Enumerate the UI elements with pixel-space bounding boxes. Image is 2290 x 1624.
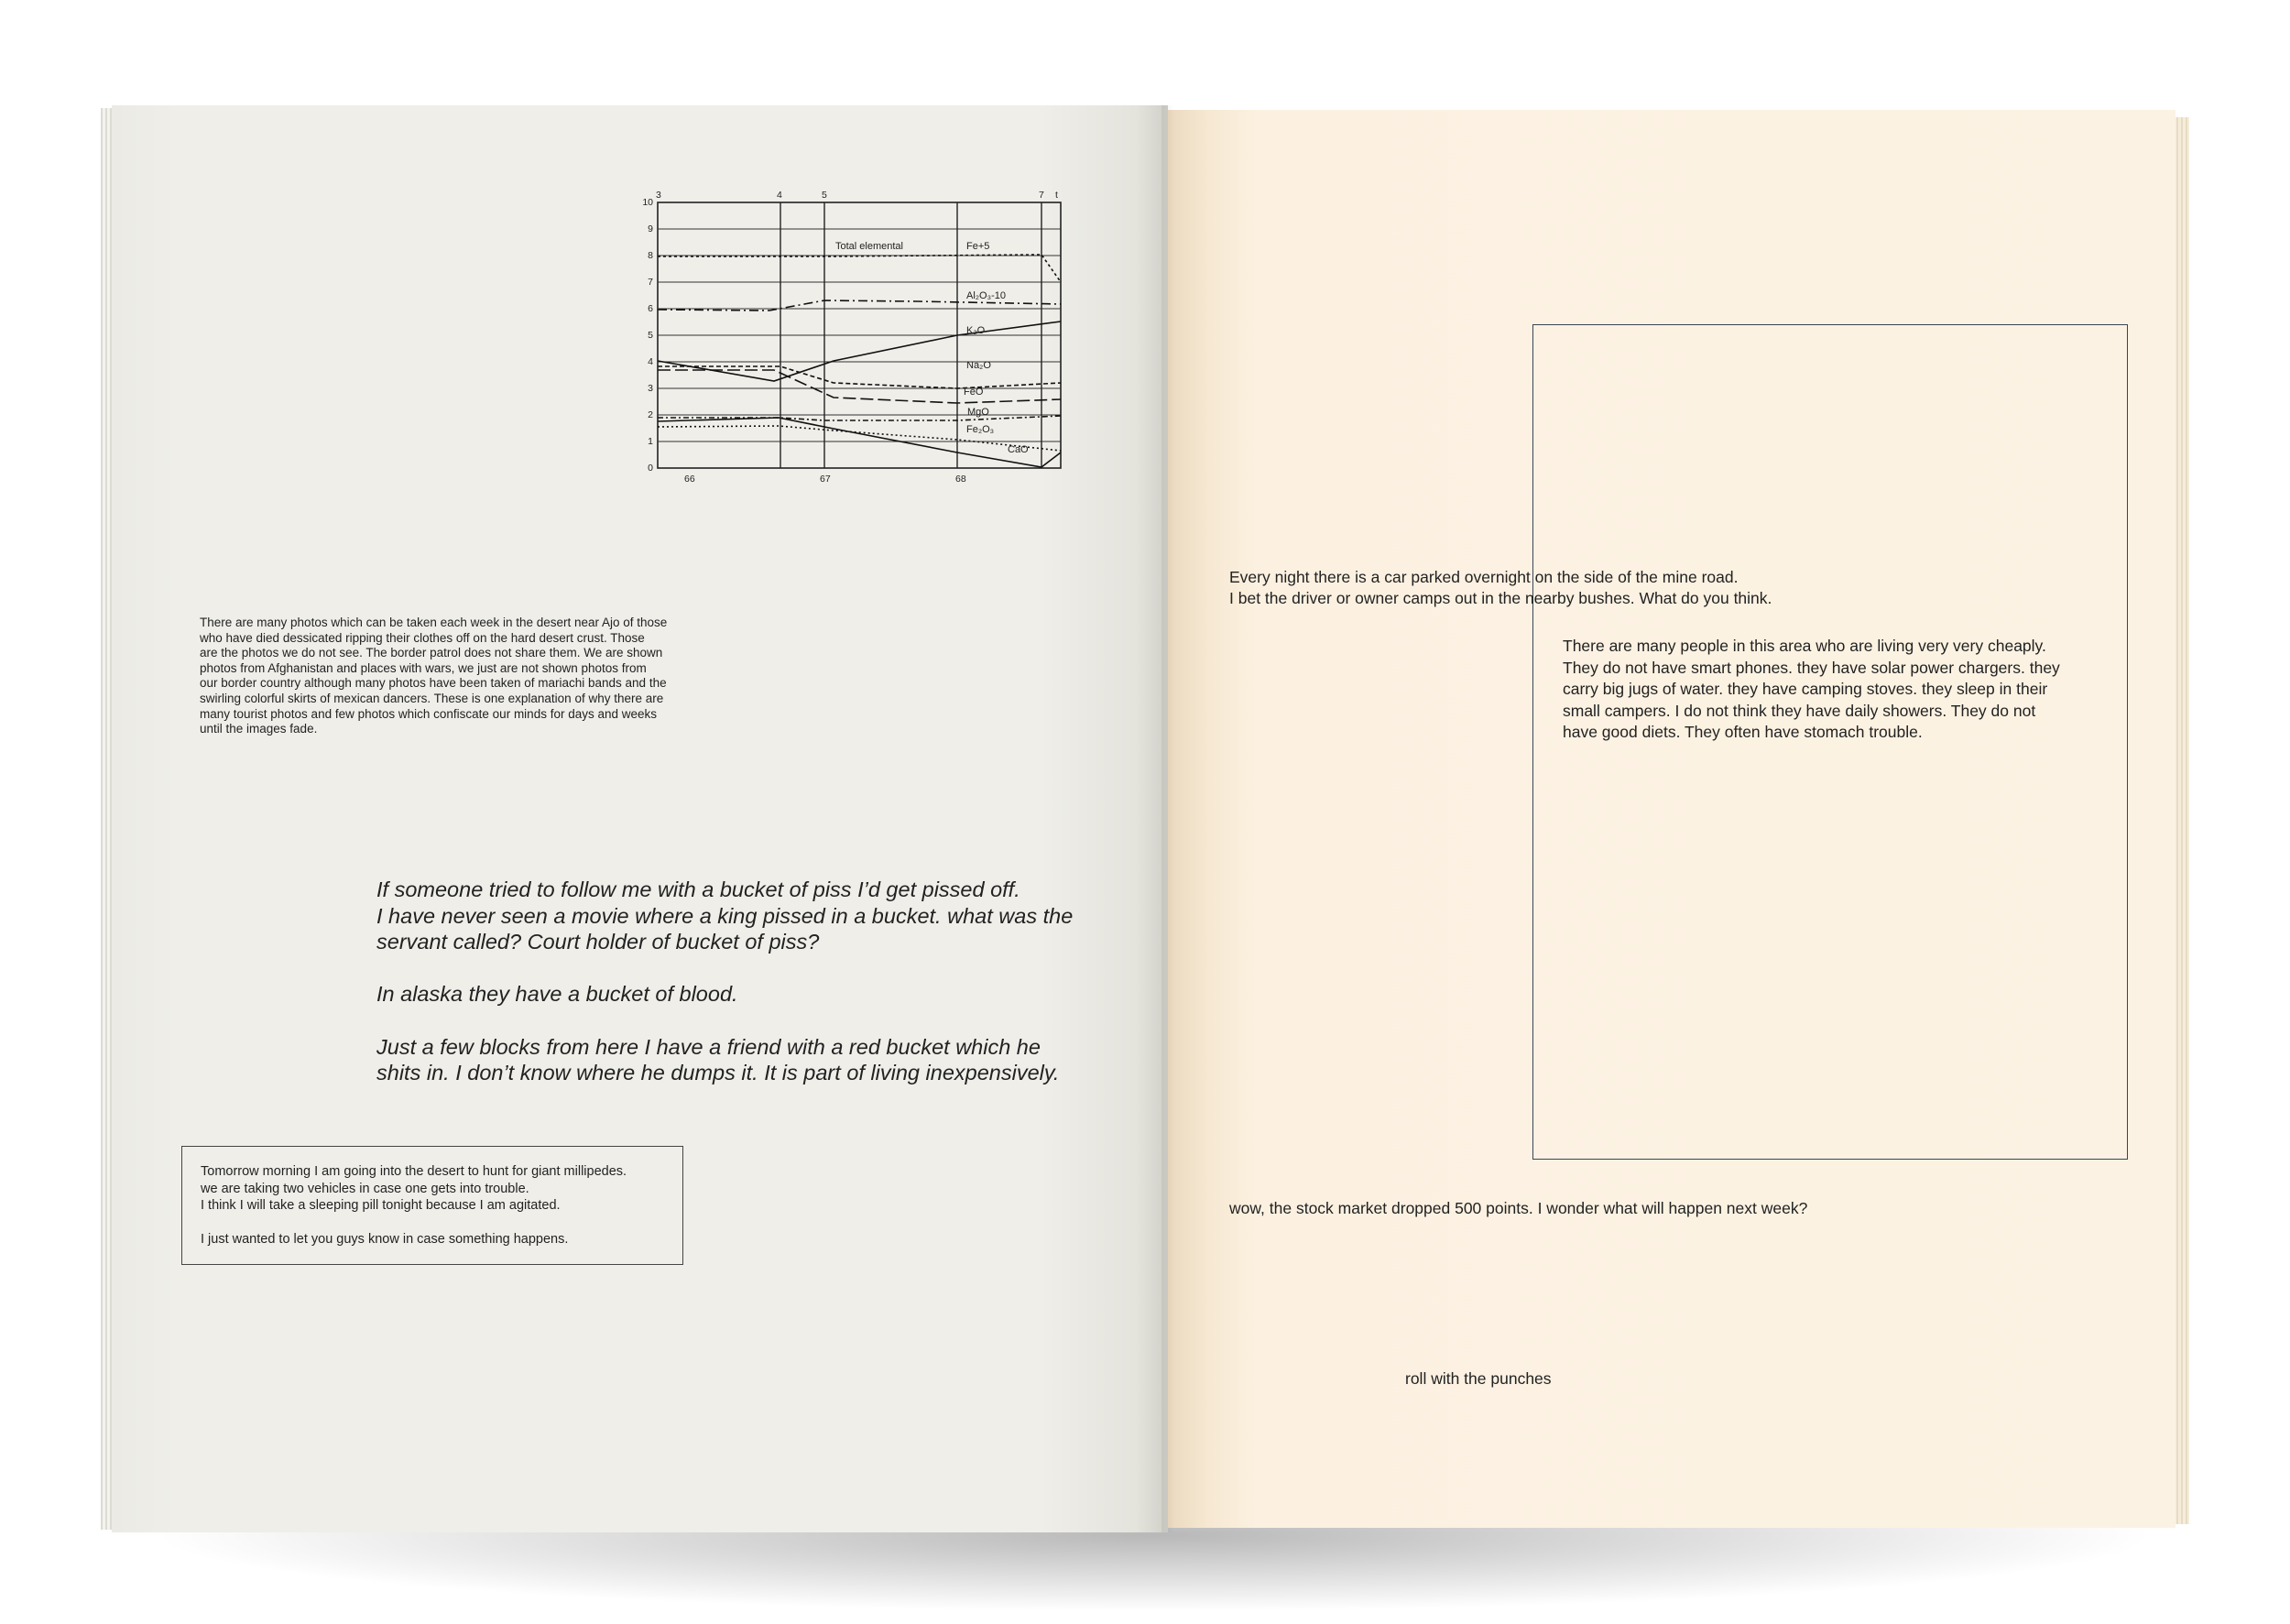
car-text-line: I bet the driver or owner camps out in the nearby bushes. What do you think. [1229, 588, 1772, 607]
note-spacer [201, 1215, 664, 1232]
svg-text:7: 7 [1039, 190, 1044, 201]
bucket-italic-text [376, 877, 1091, 1086]
svg-text:Total elemental: Total elemental [835, 241, 903, 252]
people-text-line: There are many people in this area who are living very very cheaply. [1563, 637, 2046, 655]
svg-text:5: 5 [648, 330, 653, 341]
svg-text:7: 7 [648, 277, 653, 288]
svg-text:MgO: MgO [967, 407, 989, 418]
svg-text:8: 8 [648, 250, 653, 261]
scanned-chart [641, 187, 1074, 489]
chart-curve-labels [835, 241, 1029, 455]
stock-market-text: wow, the stock market dropped 500 points. I wonder what will happen next week? [1229, 1199, 1808, 1217]
svg-text:0: 0 [648, 463, 653, 474]
svg-text:3: 3 [656, 190, 661, 201]
people-text-line: small campers. I do not think they have daily showers. They do not [1563, 701, 2036, 720]
italic-line: If someone tried to follow me with a bucket of piss I’d get pissed off. [376, 877, 1020, 901]
svg-text:Al₂O₃-10: Al₂O₃-10 [966, 290, 1006, 301]
paragraph-line: There are many photos which can be taken each week in the desert near Ajo of those [200, 616, 668, 629]
chart-y-ticks [642, 197, 653, 474]
svg-text:K₂O: K₂O [966, 325, 986, 336]
svg-text:4: 4 [648, 356, 653, 367]
paragraph-line: are the photos we do not see. The border patrol does not share them. We are shown [200, 646, 663, 660]
chart-svg [641, 187, 1074, 489]
svg-text:67: 67 [820, 474, 831, 485]
svg-text:10: 10 [642, 197, 653, 208]
svg-text:Na₂O: Na₂O [966, 360, 991, 371]
svg-text:CaO: CaO [1008, 444, 1029, 455]
people-text-line: They do not have smart phones. they have solar power chargers. they [1563, 658, 2060, 677]
svg-text:1: 1 [648, 436, 653, 447]
book-gutter [1161, 105, 1174, 1532]
italic-paragraph [376, 1034, 1091, 1086]
paragraph-line: our border country although many photos have been taken of mariachi bands and the [200, 676, 667, 691]
note-line: Tomorrow morning I am going into the desert to hunt for giant millipedes. [201, 1164, 627, 1179]
svg-text:t: t [1055, 190, 1058, 201]
svg-text:68: 68 [955, 474, 966, 485]
car-text-line: Every night there is a car parked overnight on the side of the mine road. [1229, 568, 1739, 586]
svg-text:6: 6 [648, 303, 653, 314]
people-text-line: carry big jugs of water. they have camping stoves. they sleep in their [1563, 680, 2048, 698]
cheap-living-text [1563, 636, 2103, 744]
svg-text:Fe₂O₃: Fe₂O₃ [966, 424, 995, 435]
paragraph-line: until the images fade. [200, 722, 318, 736]
italic-line: shits in. I don’t know where he dumps it. It is part of living inexpensively. [376, 1061, 1060, 1085]
car-parked-text [1229, 567, 1889, 608]
note-line: I think I will take a sleeping pill tonight because I am agitated. [201, 1198, 561, 1213]
note-last-line: I just wanted to let you guys know in case something happens. [201, 1232, 569, 1247]
svg-text:2: 2 [648, 409, 653, 420]
italic-line: servant called? Court holder of bucket of piss? [376, 930, 820, 954]
chart-curves [658, 255, 1061, 467]
paragraph-line: who have died dessicated ripping their clothes off on the hard desert crust. Those [200, 630, 645, 645]
italic-paragraph [376, 981, 1091, 1008]
svg-text:FeO: FeO [964, 387, 984, 398]
chart-bottom-ticks [684, 474, 966, 485]
svg-text:5: 5 [822, 190, 827, 201]
italic-line: Just a few blocks from here I have a friend with a red bucket which he [376, 1034, 1041, 1059]
millipede-note-box [181, 1146, 683, 1265]
paragraph-line: many tourist photos and few photos which confiscate our minds for days and weeks [200, 706, 658, 721]
italic-line: I have never seen a movie where a king pissed in a bucket. what was the [376, 903, 1074, 928]
desert-photos-paragraph [200, 616, 731, 737]
paragraph-line: photos from Afghanistan and places with wars, we just are not shown photos from [200, 660, 647, 675]
people-text-line: have good diets. They often have stomach trouble. [1563, 723, 1923, 741]
paragraph-line: swirling colorful skirts of mexican dancers. These is one explanation of why there are [200, 691, 664, 705]
italic-line: In alaska they have a bucket of blood. [376, 982, 738, 1007]
svg-text:3: 3 [648, 383, 653, 394]
note-line: we are taking two vehicles in case one gets into trouble. [201, 1181, 529, 1196]
svg-text:4: 4 [777, 190, 782, 201]
roll-with-punches-text: roll with the punches [1405, 1369, 1552, 1388]
svg-text:Fe+5: Fe+5 [966, 241, 990, 252]
svg-text:9: 9 [648, 223, 653, 234]
italic-paragraph [376, 877, 1091, 955]
chart-h-grid [658, 229, 1061, 441]
chart-top-ticks [656, 190, 1058, 201]
svg-text:66: 66 [684, 474, 695, 485]
